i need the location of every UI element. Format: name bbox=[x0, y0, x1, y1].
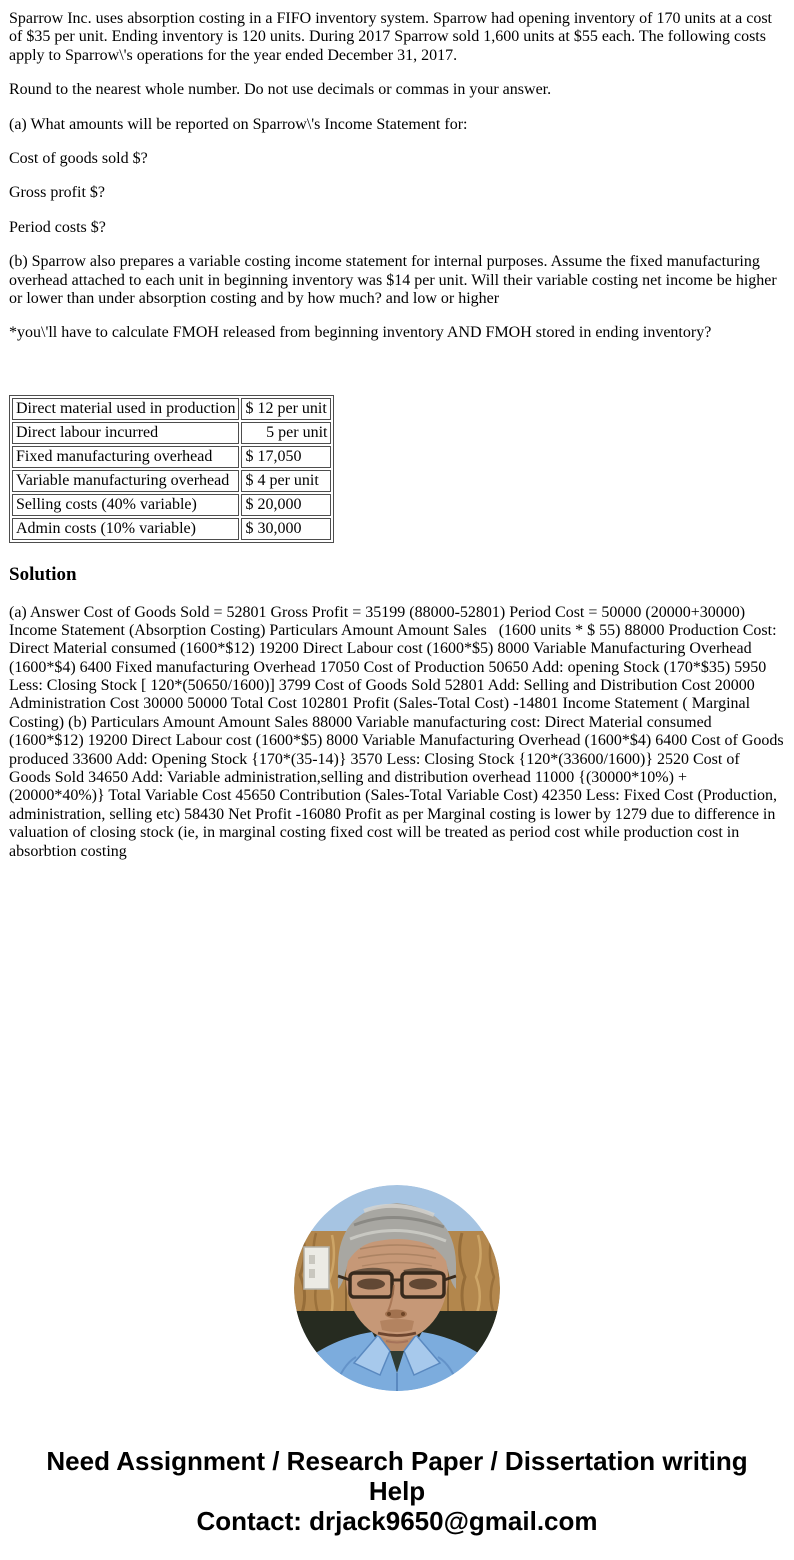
question-b: (b) Sparrow also prepares a variable costing income statement for internal purposes. Assume the fixed manufacturing overhead attached to each unit in beginning inventory was $14 per unit. Will their variable costing net income be higher or lower than under absorption costing and by how much? and low or higher bbox=[9, 253, 777, 307]
cost-value: $ 17,050 bbox=[241, 446, 331, 468]
cost-value: $ 12 per unit bbox=[241, 398, 331, 420]
cost-value: 5 per unit bbox=[241, 422, 331, 444]
table-row bbox=[12, 446, 331, 468]
footer-help-text: Need Assignment / Research Paper / Dissertation writing Help bbox=[46, 1446, 748, 1507]
blank-space bbox=[9, 877, 785, 1185]
cost-value: $ 30,000 bbox=[241, 518, 331, 540]
question-a-period-costs: Period costs $? bbox=[9, 218, 106, 236]
rounding-instruction: Round to the nearest whole number. Do not use decimals or commas in your answer. bbox=[9, 81, 552, 99]
question-a: (a) What amounts will be reported on Sparrow\'s Income Statement for: bbox=[9, 115, 468, 133]
table-row bbox=[12, 398, 331, 420]
tutor-photo-container bbox=[9, 1185, 785, 1396]
cost-label: Fixed manufacturing overhead bbox=[12, 446, 239, 468]
cost-label: Admin costs (10% variable) bbox=[12, 518, 239, 540]
cost-value: $ 20,000 bbox=[241, 494, 331, 516]
question-b-note: *you\'ll have to calculate FMOH released from beginning inventory AND FMOH stored in ending inventory? bbox=[9, 324, 712, 342]
cost-label: Direct material used in production bbox=[12, 398, 239, 420]
question-a-gross-profit: Gross profit $? bbox=[9, 184, 105, 202]
solution-text: (a) Answer Cost of Goods Sold = 52801 Gross Profit = 35199 (88000-52801) Period Cost = 50000 (20000+30000) Income Statement (Absorption Costing) Particulars Amount Amount Sales (1600 units * $ 55) 88000 Production Cost: Direct Material consumed (1600*$12) 19200 Direct Labour cost (1600*$5) 8000 Variable Manufacturing Overhead (1600*$4) 6400 Fixed manufacturing Overhead 17050 Cost of Production 50650 Add: opening Stock (170*$35) 5950 Less: Closing Stock [ 120*(50650/1600)] 3799 Cost of Goods Sold 52801 Add: Selling and Distribution Cost 20000 Administration Cost 30000 50000 Total Cost 102801 Profit (Sales-Total Cost) -14801 Income Statement ( Marginal Costing) (b) Particulars Amount Amount Sales 88000 Variable manufacturing cost: Direct Material consumed (1600*$12) 19200 Direct Labour cost (1600*$5) 8000 Variable Manufacturing Overhead (1600*$4) 6400 Cost of Goods produced 33600 Add: Opening Stock {170*(35-14)} 3570 Less: Closing Stock {120*(33600/1600)} 2520 Cost of Goods Sold 34650 Add: Variable administration,selling and distribution overhead 11000 {(30000*10%) + (20000*40%)} Total Variable Cost 45650 Contribution (Sales-Total Variable Cost) 42350 Less: Fixed Cost (Production, administration, selling etc) 58430 Net Profit -16080 Profit as per Marginal costing is lower by 1279 due to difference in valuation of closing stock (ie, in marginal costing fixed cost will be treated as period cost while production cost in absorbtion costing bbox=[9, 603, 794, 860]
cost-value: $ 4 per unit bbox=[241, 470, 331, 492]
cost-label: Selling costs (40% variable) bbox=[12, 494, 239, 516]
footer-contact-email: Contact: drjack9650@gmail.com bbox=[196, 1506, 598, 1537]
table-row bbox=[12, 422, 331, 444]
cost-table bbox=[9, 395, 334, 543]
cost-label: Variable manufacturing overhead bbox=[12, 470, 239, 492]
question-a-cogs: Cost of goods sold $? bbox=[9, 149, 148, 167]
table-row bbox=[12, 494, 331, 516]
tutor-photo bbox=[294, 1185, 500, 1391]
table-row bbox=[12, 518, 331, 540]
table-row bbox=[12, 470, 331, 492]
cost-label: Direct labour incurred bbox=[12, 422, 239, 444]
solution-heading: Solution bbox=[9, 563, 77, 585]
problem-statement: Sparrow Inc. uses absorption costing in a FIFO inventory system. Sparrow had opening inventory of 170 units at a cost of $35 per unit. Ending inventory is 120 units. During 2017 Sparrow sold 1,600 units at $55 each. The following costs apply to Sparrow\'s operations for the year ended December 31, 2017. bbox=[9, 10, 772, 64]
